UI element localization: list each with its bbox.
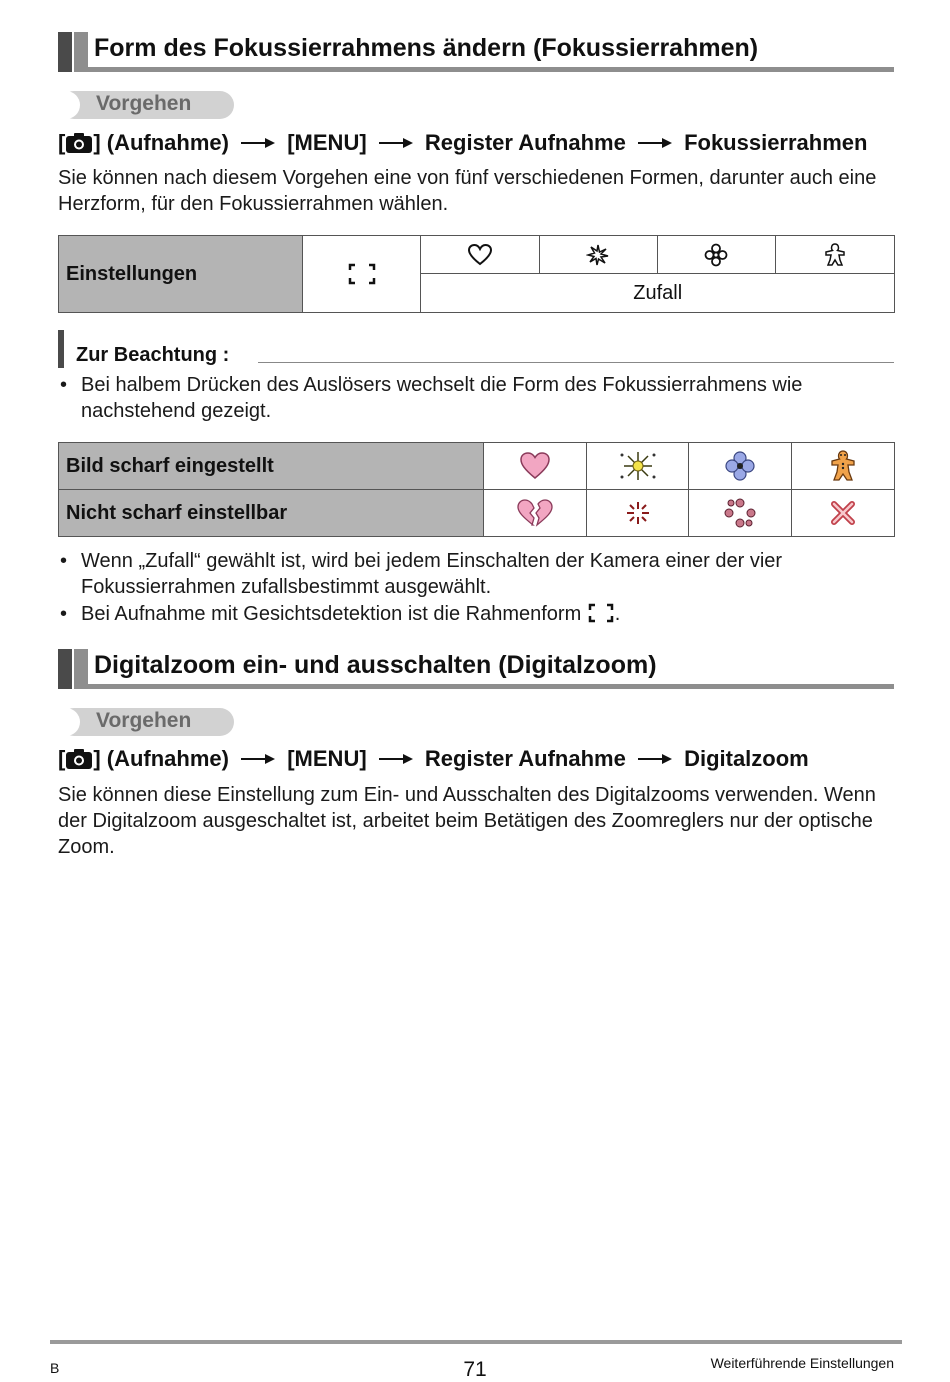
flower-outline-icon	[657, 236, 775, 274]
status-focused-label: Bild scharf eingestellt	[59, 443, 484, 490]
arrow-right-icon	[638, 752, 672, 766]
note-bullet-2: • Wenn „Zufall“ gewählt ist, wird bei jedem Einschalten der Kamera einer der vier Fokussierrahmen zufallsbestimmt ausgewählt.	[60, 550, 783, 598]
sparkle-outline-icon	[539, 236, 657, 274]
intro-paragraph: Sie können nach diesem Vorgehen eine von fünf verschiedenen Formen, darunter auch eine Herzform, für den Fokussierrahmen wählen.	[58, 167, 877, 215]
arrow-right-icon	[241, 752, 275, 766]
page-number: 71	[463, 1358, 487, 1381]
section-title-text: Digitalzoom ein- und ausschalten (Digitalzoom)	[94, 651, 657, 679]
note-marker	[58, 330, 64, 368]
gingerbread-orange-icon	[792, 443, 895, 490]
bracket-frame-icon	[303, 236, 421, 313]
section-title-focus-frame	[58, 32, 894, 72]
footer-left-label: B	[50, 1360, 60, 1376]
camera-icon	[65, 132, 93, 154]
arrow-right-icon	[241, 136, 275, 150]
arrow-right-icon	[379, 752, 413, 766]
menu-path: [ ] (Aufnahme) [MENU] Register Aufnahme Digitalzoom	[58, 746, 809, 772]
bracket-frame-icon	[587, 602, 615, 624]
sparkle-red-icon	[586, 490, 689, 537]
note-title: Zur Beachtung :	[76, 344, 230, 366]
procedure-label: Vorgehen	[60, 91, 234, 119]
gingerbread-outline-icon	[775, 236, 894, 274]
arrow-right-icon	[379, 136, 413, 150]
section-title-text: Form des Fokussierrahmens ändern (Fokussierrahmen)	[94, 34, 759, 62]
broken-heart-icon	[483, 490, 586, 537]
footer-divider	[50, 1340, 902, 1344]
flower-scattered-icon	[689, 490, 792, 537]
note-bullet-3: • Bei Aufnahme mit Gesichtsdetektion ist die Rahmenform .	[60, 603, 621, 625]
focus-status-table	[58, 442, 895, 537]
arrow-right-icon	[638, 136, 672, 150]
flower-blue-icon	[689, 443, 792, 490]
gingerbread-cross-icon	[792, 490, 895, 537]
footer-chapter-title: Weiterführende Einstellungen	[710, 1355, 894, 1371]
settings-table	[58, 235, 895, 313]
status-unfocused-label: Nicht scharf einstellbar	[59, 490, 484, 537]
sparkle-yellow-icon	[586, 443, 689, 490]
digital-zoom-paragraph: Sie können diese Einstellung zum Ein- und Ausschalten des Digitalzooms verwenden. Wenn der Digitalzoom ausgeschaltet ist, arbeitet beim Betätigen des Zoomreglers nur der optische Zoom.	[58, 784, 876, 858]
heart-pink-icon	[483, 443, 586, 490]
section-title-digital-zoom	[58, 649, 894, 689]
camera-icon	[65, 748, 93, 770]
note-bullet-1: • Bei halbem Drücken des Auslösers wechselt die Form des Fokussierrahmens wie nachstehend gezeigt.	[60, 374, 803, 422]
procedure-label: Vorgehen	[60, 708, 234, 736]
note-divider	[258, 362, 894, 363]
random-option: Zufall	[421, 274, 895, 313]
menu-path: [ ] (Aufnahme) [MENU] Register Aufnahme Fokussierrahmen	[58, 130, 868, 156]
settings-header: Einstellungen	[59, 236, 303, 313]
heart-outline-icon	[421, 236, 539, 274]
